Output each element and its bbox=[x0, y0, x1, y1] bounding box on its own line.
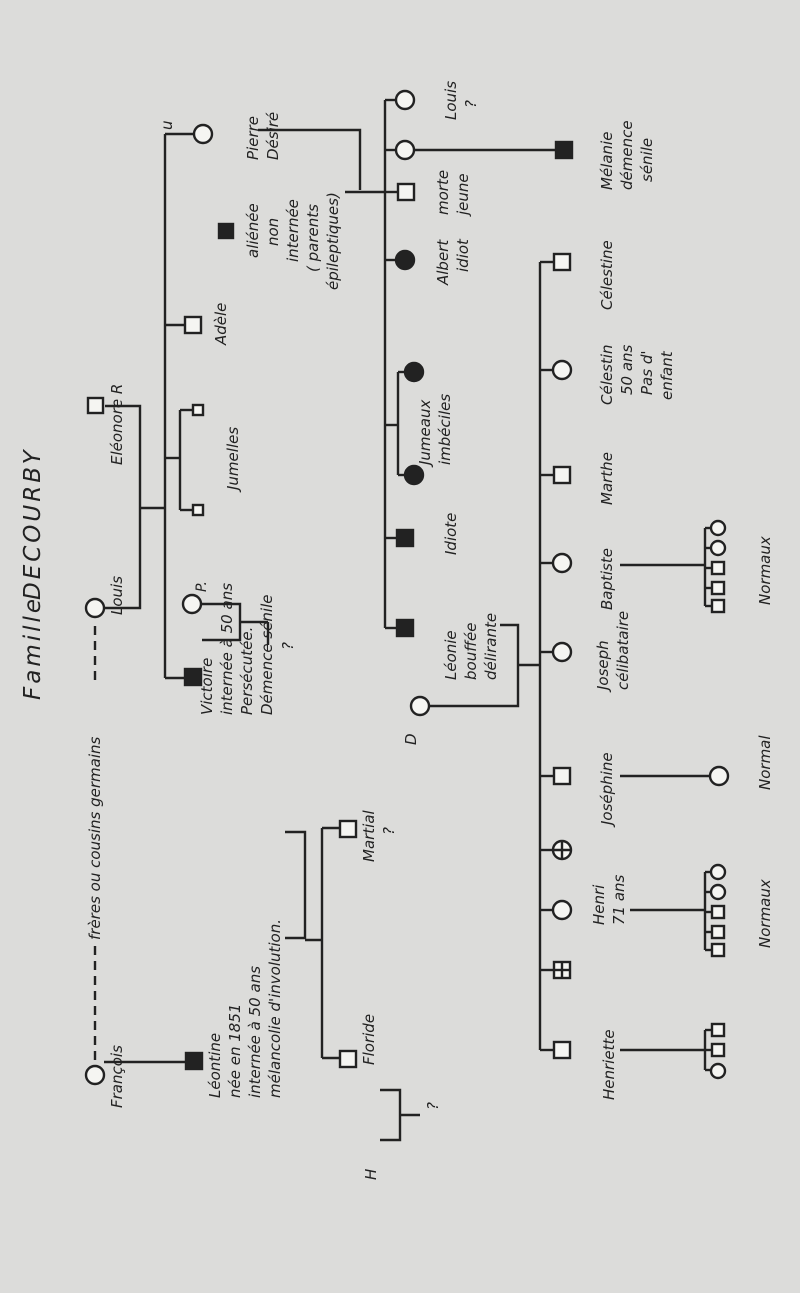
adele-label: Adèle bbox=[212, 302, 230, 345]
svg-text:non: non bbox=[264, 217, 282, 246]
svg-text:?: ? bbox=[380, 827, 398, 835]
baptiste-child-3 bbox=[712, 562, 724, 574]
svg-text:Albert: Albert bbox=[434, 239, 452, 285]
svg-text:démence: démence bbox=[618, 120, 636, 190]
svg-text:jeune: jeune bbox=[454, 173, 472, 215]
henri-child-4 bbox=[712, 926, 724, 938]
henri-child-1 bbox=[711, 865, 725, 879]
h-marker: H bbox=[362, 1168, 380, 1180]
floride-child-question: ? bbox=[424, 1102, 442, 1110]
baptiste-label: Baptiste bbox=[598, 548, 616, 610]
normal-label: Normal bbox=[756, 735, 774, 790]
joseph-label bbox=[594, 611, 632, 693]
svg-text:née en 1851: née en 1851 bbox=[226, 1003, 244, 1098]
svg-text:Pierre: Pierre bbox=[244, 115, 262, 160]
josephine-child-symbol bbox=[710, 767, 728, 785]
svg-text:célibataire: célibataire bbox=[614, 610, 632, 690]
baptiste-child-1 bbox=[711, 521, 725, 535]
louis-gen3-symbol bbox=[396, 91, 414, 109]
francois-symbol bbox=[86, 1066, 104, 1084]
henriette-child-1 bbox=[712, 1024, 724, 1036]
morte-jeune-symbol bbox=[398, 184, 414, 200]
svg-text:mélancolie d'involution.: mélancolie d'involution. bbox=[266, 918, 284, 1098]
victoire-label bbox=[198, 583, 276, 715]
aliene-label bbox=[244, 192, 342, 290]
eleonore-symbol bbox=[88, 398, 103, 413]
marthe-spouse-symbol bbox=[554, 467, 570, 483]
jumelle-1-symbol bbox=[193, 405, 203, 415]
svg-text:Désiré: Désiré bbox=[264, 111, 282, 160]
celestin-label bbox=[598, 344, 676, 405]
svg-text:idiot: idiot bbox=[454, 239, 472, 272]
svg-text:délirante: délirante bbox=[482, 612, 500, 680]
jumeaux-label bbox=[416, 394, 454, 468]
louis-gen3-label bbox=[442, 81, 480, 120]
josephine-spouse-symbol bbox=[554, 768, 570, 784]
svg-text:Louis: Louis bbox=[442, 80, 460, 120]
victoire-child-question: ? bbox=[279, 642, 297, 650]
svg-text:?: ? bbox=[462, 100, 480, 108]
svg-text:Persécutée.: Persécutée. bbox=[238, 626, 256, 715]
idiote-symbol bbox=[397, 530, 413, 546]
henriette-label: Henriette bbox=[600, 1029, 618, 1100]
svg-text:Célestin: Célestin bbox=[598, 344, 616, 405]
louis-label: Louis bbox=[108, 575, 126, 615]
svg-text:71 ans: 71 ans bbox=[610, 874, 628, 925]
martial-symbol bbox=[340, 821, 356, 837]
melanie-label bbox=[598, 120, 656, 190]
title-famille: Famille bbox=[20, 595, 46, 700]
celestine-label: Célestine bbox=[598, 240, 616, 310]
jumelles-label: Jumelles bbox=[224, 426, 242, 490]
leonie-symbol bbox=[397, 620, 413, 636]
albert-symbol bbox=[396, 251, 414, 269]
p-partner-symbol bbox=[183, 595, 201, 613]
svg-text:enfant: enfant bbox=[658, 351, 676, 400]
baptiste-child-5 bbox=[712, 600, 724, 612]
henriette-child-2 bbox=[712, 1044, 724, 1056]
melanie-symbol bbox=[556, 142, 572, 158]
svg-text:Mélanie: Mélanie bbox=[598, 131, 616, 190]
jumelle-2-symbol bbox=[193, 505, 203, 515]
marthe-label: Marthe bbox=[598, 452, 616, 505]
henriette-child-3 bbox=[711, 1064, 725, 1078]
svg-text:Victoire: Victoire bbox=[198, 657, 216, 715]
henri-label bbox=[590, 874, 628, 925]
louis-symbol bbox=[86, 599, 104, 617]
eleonore-label: Eléonore R bbox=[108, 383, 126, 465]
jumeau-1-symbol bbox=[405, 363, 423, 381]
leonie-label bbox=[442, 613, 500, 680]
adele-symbol bbox=[185, 317, 201, 333]
joseph-symbol bbox=[553, 643, 571, 661]
henri-spouse-symbol bbox=[553, 901, 571, 919]
baptiste-child-2 bbox=[711, 541, 725, 555]
idiote-label: Idiote bbox=[442, 512, 460, 555]
u-marker: u bbox=[158, 120, 176, 130]
svg-text:Jumeaux: Jumeaux bbox=[416, 399, 434, 465]
henri-child-2 bbox=[711, 885, 725, 899]
svg-text:bouffée: bouffée bbox=[462, 622, 480, 680]
svg-text:50 ans: 50 ans bbox=[618, 344, 636, 395]
svg-text:Joseph: Joseph bbox=[594, 640, 612, 690]
floride-label: Floride bbox=[360, 1013, 378, 1065]
aliene-symbol bbox=[219, 224, 233, 238]
svg-text:Martial: Martial bbox=[360, 810, 378, 862]
svg-text:Léonie: Léonie bbox=[442, 630, 460, 680]
svg-text:internée à 50 ans: internée à 50 ans bbox=[246, 965, 264, 1098]
svg-text:épileptiques): épileptiques) bbox=[324, 192, 342, 290]
svg-text:Pas d': Pas d' bbox=[638, 350, 656, 395]
henri-child-3 bbox=[712, 906, 724, 918]
leontine-label bbox=[206, 919, 284, 1098]
d-marker: D bbox=[402, 733, 420, 745]
svg-text:internée à 50 ans: internée à 50 ans bbox=[218, 582, 236, 715]
svg-text:internée: internée bbox=[284, 199, 302, 262]
josephine-label: Joséphine bbox=[598, 752, 616, 825]
svg-text:Démence sénile: Démence sénile bbox=[258, 594, 276, 715]
p-marker: P. bbox=[194, 581, 210, 592]
u-spouse-symbol bbox=[194, 125, 212, 143]
baptiste-spouse-symbol bbox=[553, 554, 571, 572]
svg-text:Henri: Henri bbox=[590, 884, 608, 925]
svg-text:( parents: ( parents bbox=[304, 204, 322, 272]
title-decourby: DECOURBY bbox=[20, 447, 46, 600]
normaux-1-label: Normaux bbox=[756, 879, 774, 948]
henriette-symbol bbox=[554, 1042, 570, 1058]
floride-symbol bbox=[340, 1051, 356, 1067]
jumeau-2-symbol bbox=[405, 466, 423, 484]
henri-child-5 bbox=[712, 944, 724, 956]
svg-text:sénile: sénile bbox=[638, 137, 656, 182]
baptiste-child-4 bbox=[712, 582, 724, 594]
albert-label bbox=[434, 238, 472, 286]
morte-jeune-label bbox=[434, 170, 472, 217]
leontine-symbol bbox=[186, 1053, 202, 1069]
svg-text:imbéciles: imbéciles bbox=[436, 393, 454, 465]
relation-label: frères ou cousins germains bbox=[86, 736, 104, 940]
celestin-spouse-symbol bbox=[553, 361, 571, 379]
celestine-spouse-symbol bbox=[554, 254, 570, 270]
svg-text:Léontine: Léontine bbox=[206, 1032, 224, 1098]
pierre-desire-label bbox=[244, 112, 282, 160]
svg-text:morte: morte bbox=[434, 169, 452, 215]
francois-label: François bbox=[108, 1045, 126, 1108]
martial-label bbox=[360, 809, 398, 862]
d-partner-symbol bbox=[411, 697, 429, 715]
melanie-parent-symbol bbox=[396, 141, 414, 159]
normaux-2-label: Normaux bbox=[756, 536, 774, 605]
svg-text:aliénée: aliénée bbox=[244, 203, 262, 258]
